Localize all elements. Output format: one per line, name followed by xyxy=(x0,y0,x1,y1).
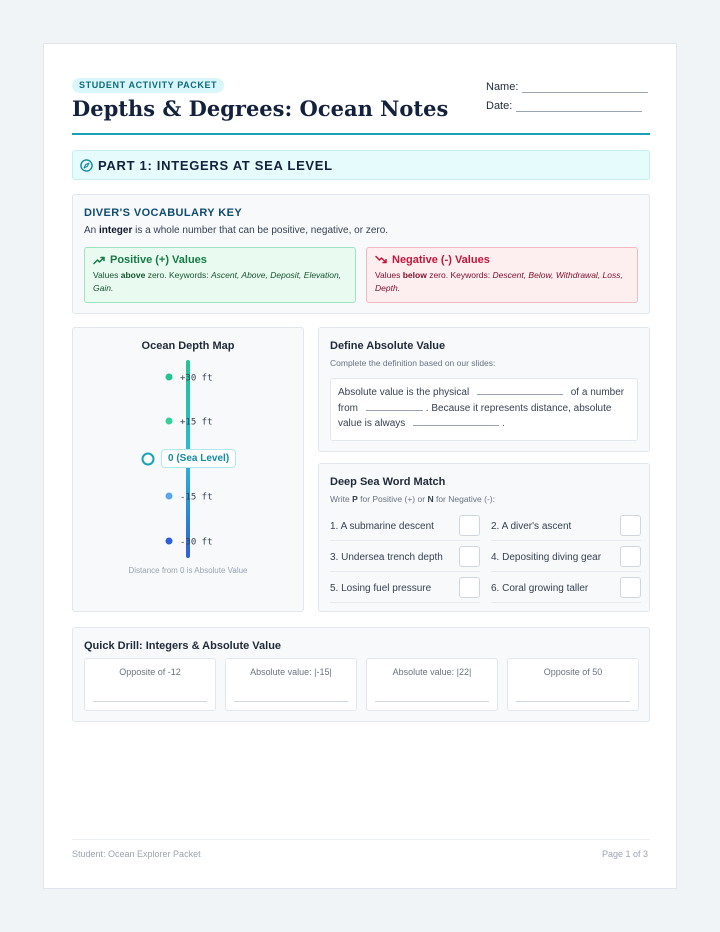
trend-down-icon xyxy=(375,255,388,265)
word-match-card xyxy=(318,463,650,612)
match-item-text: 4. Depositing diving gear xyxy=(491,552,602,563)
match-item-text: 2. A diver's ascent xyxy=(491,521,572,532)
drill-prompt: Absolute value: |-15| xyxy=(250,667,332,677)
name-label: Name: xyxy=(486,81,519,93)
def-text-5: value is always xyxy=(338,418,406,429)
answer-box[interactable] xyxy=(620,546,641,567)
positive-title: Positive (+) Values xyxy=(110,254,207,266)
positive-heading xyxy=(93,254,347,266)
positive-description xyxy=(93,269,347,295)
depth-caption: Distance from 0 is Absolute Value xyxy=(128,566,248,575)
mark-dot-minus-15 xyxy=(166,493,173,500)
match-item-text: 1. A submarine descent xyxy=(330,521,434,532)
vocabulary-key xyxy=(72,194,650,314)
footer-divider xyxy=(72,839,650,840)
answer-box[interactable] xyxy=(459,515,480,536)
match-item xyxy=(330,572,480,603)
absolute-value-card xyxy=(318,327,650,452)
part-title: PART 1: INTEGERS AT SEA LEVEL xyxy=(98,158,333,173)
absolute-definition xyxy=(330,378,638,441)
instr-p: P xyxy=(352,494,358,504)
quick-drill xyxy=(72,627,650,722)
match-item-text: 5. Losing fuel pressure xyxy=(330,583,432,594)
vocab-title: DIVER'S VOCABULARY KEY xyxy=(84,207,243,219)
packet-badge: STUDENT ACTIVITY PACKET xyxy=(72,78,224,93)
negative-mid: zero. Keywords: xyxy=(429,270,491,280)
drill-prompt: Opposite of 50 xyxy=(543,667,603,677)
match-instructions xyxy=(330,494,495,504)
def-text-1: Absolute value is the physical xyxy=(338,387,470,398)
answer-box[interactable] xyxy=(459,546,480,567)
integer-definition xyxy=(84,225,388,236)
negative-description xyxy=(375,269,629,295)
match-title: Deep Sea Word Match xyxy=(330,476,446,488)
mark-label-plus-30: +30 ft xyxy=(180,373,213,384)
blank-distance[interactable] xyxy=(477,386,563,395)
def-text-3: from xyxy=(338,402,358,414)
drill-prompt: Absolute value: |22| xyxy=(392,667,472,677)
match-item xyxy=(491,541,641,572)
definition-line-1 xyxy=(338,385,630,401)
positive-mid: zero. Keywords: xyxy=(147,270,209,280)
drill-answer-line[interactable] xyxy=(234,701,348,702)
date-label: Date: xyxy=(486,100,513,112)
match-item-text: 3. Undersea trench depth xyxy=(330,552,443,563)
absolute-subtitle: Complete the definition based on our slides: xyxy=(330,358,496,368)
match-item xyxy=(491,510,641,541)
negative-bold: below xyxy=(402,270,427,280)
instr-n: N xyxy=(427,494,434,504)
mark-label-minus-30: -30 ft xyxy=(180,537,213,548)
header-divider xyxy=(72,133,650,135)
date-field[interactable] xyxy=(516,102,642,112)
positive-pre: Values xyxy=(93,270,119,280)
blank-positive[interactable] xyxy=(413,417,499,426)
sea-level-label: 0 (Sea Level) xyxy=(161,449,236,468)
instr-pre: Write xyxy=(330,494,350,504)
drill-card xyxy=(225,658,357,711)
drill-prompt: Opposite of -12 xyxy=(119,667,181,677)
definition-line-3 xyxy=(338,416,630,432)
negative-heading xyxy=(375,254,629,266)
definition-line-2 xyxy=(338,401,630,417)
mark-label-minus-15: -15 ft xyxy=(180,492,213,503)
positive-values-box xyxy=(84,247,356,303)
drill-card xyxy=(366,658,498,711)
mark-dot-plus-30 xyxy=(166,374,173,381)
instr-mid: for Positive (+) or xyxy=(360,494,426,504)
def-text-2: of a number xyxy=(570,387,625,398)
answer-box[interactable] xyxy=(459,577,480,598)
trend-up-icon xyxy=(93,255,106,265)
positive-keywords: Ascent, Above, Deposit, Elevation, Gain. xyxy=(93,270,342,293)
page-number: Page 1 of 3 xyxy=(601,849,648,859)
drill-card xyxy=(84,658,216,711)
def-prefix: An xyxy=(84,225,97,236)
page-title: Depths & Degrees: Ocean Notes xyxy=(72,96,449,121)
absolute-title: Define Absolute Value xyxy=(330,340,446,352)
def-term: integer xyxy=(99,225,133,236)
match-item-text: 6. Coral growing taller xyxy=(491,583,589,594)
drill-answer-line[interactable] xyxy=(93,701,207,702)
positive-bold: above xyxy=(120,270,146,280)
match-item xyxy=(330,541,480,572)
drill-title: Quick Drill: Integers & Absolute Value xyxy=(84,640,282,652)
blank-zero[interactable] xyxy=(366,402,423,411)
def-rest: is a whole number that can be positive, negative, or zero. xyxy=(135,225,389,236)
worksheet-page xyxy=(43,43,677,889)
ocean-depth-map xyxy=(72,327,304,612)
drill-answer-line[interactable] xyxy=(516,701,630,702)
date-row xyxy=(486,100,642,112)
def-text-6: . xyxy=(502,418,505,429)
mark-label-plus-15: +15 ft xyxy=(180,417,213,428)
mark-dot-plus-15 xyxy=(166,418,173,425)
drill-answer-line[interactable] xyxy=(375,701,489,702)
answer-box[interactable] xyxy=(620,515,641,536)
name-field[interactable] xyxy=(522,83,648,93)
mark-dot-minus-30 xyxy=(166,538,173,545)
part-heading xyxy=(72,150,650,180)
drill-card xyxy=(507,658,639,711)
footer-left: Student: Ocean Explorer Packet xyxy=(72,849,201,859)
compass-icon xyxy=(80,159,93,172)
def-text-4: . Because it represents distance, absolute xyxy=(425,402,612,414)
match-item xyxy=(491,572,641,603)
negative-keywords: Descent, Below, Withdrawal, Loss, Depth. xyxy=(375,270,623,293)
name-row xyxy=(486,81,648,93)
depth-map-title: Ocean Depth Map xyxy=(141,340,235,352)
sea-level-marker xyxy=(143,454,154,465)
answer-box[interactable] xyxy=(620,577,641,598)
negative-title: Negative (-) Values xyxy=(392,254,490,266)
instr-end: for Negative (-): xyxy=(435,494,495,504)
negative-values-box xyxy=(366,247,638,303)
match-item xyxy=(330,510,480,541)
negative-pre: Values xyxy=(375,270,401,280)
